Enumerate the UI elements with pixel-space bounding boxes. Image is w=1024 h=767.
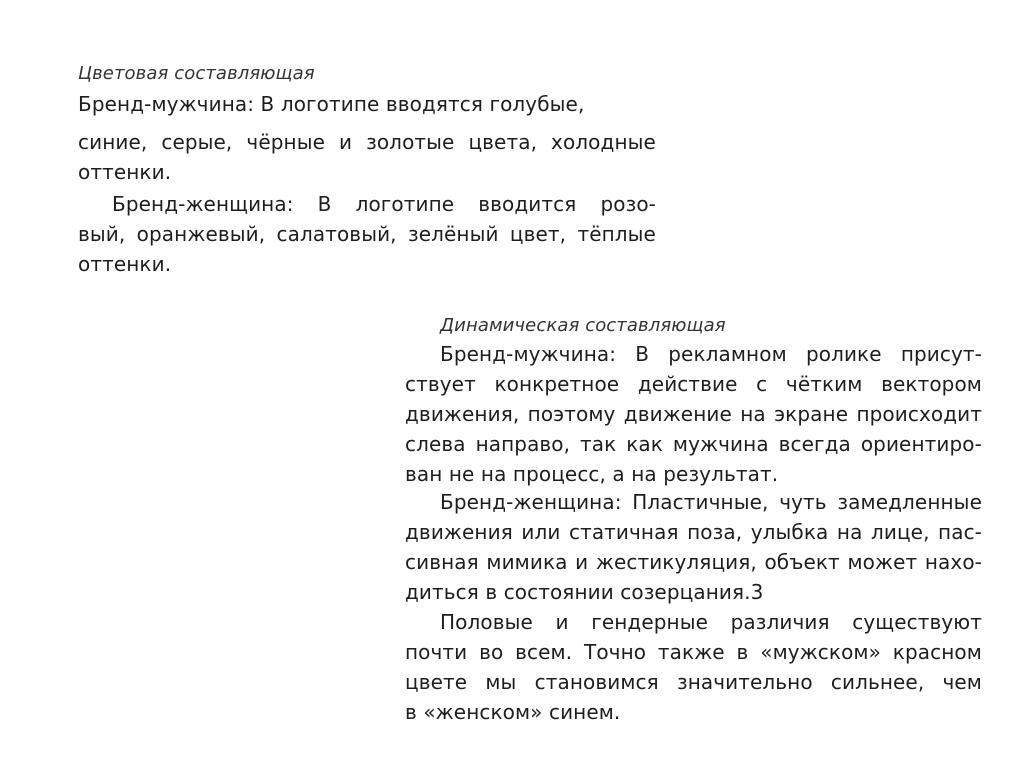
word: тёплые: [577, 222, 656, 246]
word: синие,: [78, 130, 148, 154]
word: сивная: [405, 550, 479, 574]
text-line: диться в состоянии созерцания.3: [405, 580, 764, 604]
word: лице,: [870, 520, 930, 544]
word: движения,: [405, 402, 520, 426]
word: и: [555, 610, 569, 634]
text-line-label: Бренд-мужчина:: [78, 92, 255, 116]
word: чётким: [785, 372, 863, 396]
word: чем: [942, 670, 982, 694]
word: действие: [637, 372, 738, 396]
word: чуть: [779, 490, 827, 514]
word: ствует: [405, 372, 476, 396]
word: направо,: [475, 432, 571, 456]
text-line: оттенки.: [78, 160, 172, 184]
word: всем.: [515, 640, 573, 664]
word: вводится: [478, 192, 577, 216]
word: становимся: [534, 670, 659, 694]
word: пас-: [938, 520, 982, 544]
word: «мужском»: [760, 640, 881, 664]
word: слева: [405, 432, 466, 456]
word: поза,: [687, 520, 743, 544]
word: объект: [764, 550, 840, 574]
word: так: [580, 432, 617, 456]
word: существуют: [852, 610, 982, 634]
word: присут-: [900, 342, 982, 366]
word: в: [736, 640, 749, 664]
word: Бренд-мужчина:: [440, 342, 617, 366]
text-line: [440, 490, 982, 514]
word: красном: [892, 640, 982, 664]
text-line: [78, 130, 656, 154]
word: также: [657, 640, 725, 664]
word: вектором: [881, 372, 982, 396]
word: экране: [774, 402, 849, 426]
text-line: оттенки.: [78, 252, 172, 276]
text-line: [440, 610, 982, 634]
section-heading-color: Цветовая составляющая: [78, 63, 315, 84]
word: различия: [730, 610, 830, 634]
word: розо-: [600, 192, 656, 216]
word: гендерные: [591, 610, 709, 634]
word: В: [635, 342, 650, 366]
word: движения: [405, 520, 513, 544]
text-line: [405, 550, 982, 574]
word: поэтому: [527, 402, 616, 426]
word: может: [847, 550, 918, 574]
word: сильнее,: [830, 670, 925, 694]
word: замедленные: [837, 490, 982, 514]
text-line: [78, 92, 656, 116]
section-heading-dynamic: Динамическая составляющая: [440, 315, 726, 336]
word: цвета,: [468, 130, 538, 154]
word: движение: [623, 402, 732, 426]
word: В: [317, 192, 332, 216]
word: холодные: [551, 130, 656, 154]
word: всегда: [778, 432, 851, 456]
word: с: [756, 372, 768, 396]
word: конкретное: [494, 372, 620, 396]
word: на: [836, 520, 863, 544]
word: мужчина: [672, 432, 769, 456]
word: статичная: [568, 520, 679, 544]
text-line: [112, 192, 656, 216]
word: цвет,: [509, 222, 567, 246]
word: Половые: [440, 610, 533, 634]
word: вый,: [78, 222, 126, 246]
text-line: [405, 432, 982, 456]
word: зелёный: [407, 222, 499, 246]
word: и: [575, 550, 589, 574]
word: Пластичные,: [632, 490, 769, 514]
word: золотые: [366, 130, 455, 154]
text-line: [405, 372, 982, 396]
word: или: [521, 520, 561, 544]
word: рекламном: [668, 342, 787, 366]
text-line: [405, 402, 982, 426]
word: оранжевый,: [136, 222, 266, 246]
word: значительно: [676, 670, 813, 694]
text-line: [405, 520, 982, 544]
word: во: [479, 640, 504, 664]
text-line: ван не на процесс, а на результат.: [405, 462, 779, 486]
word: ролике: [805, 342, 882, 366]
word: серые,: [161, 130, 233, 154]
text-line: [78, 222, 656, 246]
text-line: [405, 640, 982, 664]
word: мимика: [486, 550, 568, 574]
word: чёрные: [246, 130, 325, 154]
word: нахо-: [924, 550, 982, 574]
word: логотипе: [355, 192, 455, 216]
word: салатовый,: [276, 222, 397, 246]
word: на: [740, 402, 766, 426]
word: Бренд-женщина:: [112, 192, 294, 216]
word: мы: [485, 670, 517, 694]
word: происходит: [856, 402, 982, 426]
word: и: [339, 130, 353, 154]
word: как: [626, 432, 663, 456]
word: почти: [405, 640, 468, 664]
text-line-rest: В логотипе вводятся голубые,: [254, 92, 585, 116]
text-line: [405, 670, 982, 694]
text-line: в «женском» синем.: [405, 700, 621, 724]
word: Бренд-женщина:: [440, 490, 622, 514]
word: жестикуляция,: [595, 550, 757, 574]
word: ориентиро-: [860, 432, 982, 456]
text-line: [440, 342, 982, 366]
word: улыбка: [750, 520, 829, 544]
word: Точно: [584, 640, 647, 664]
word: цвете: [405, 670, 468, 694]
